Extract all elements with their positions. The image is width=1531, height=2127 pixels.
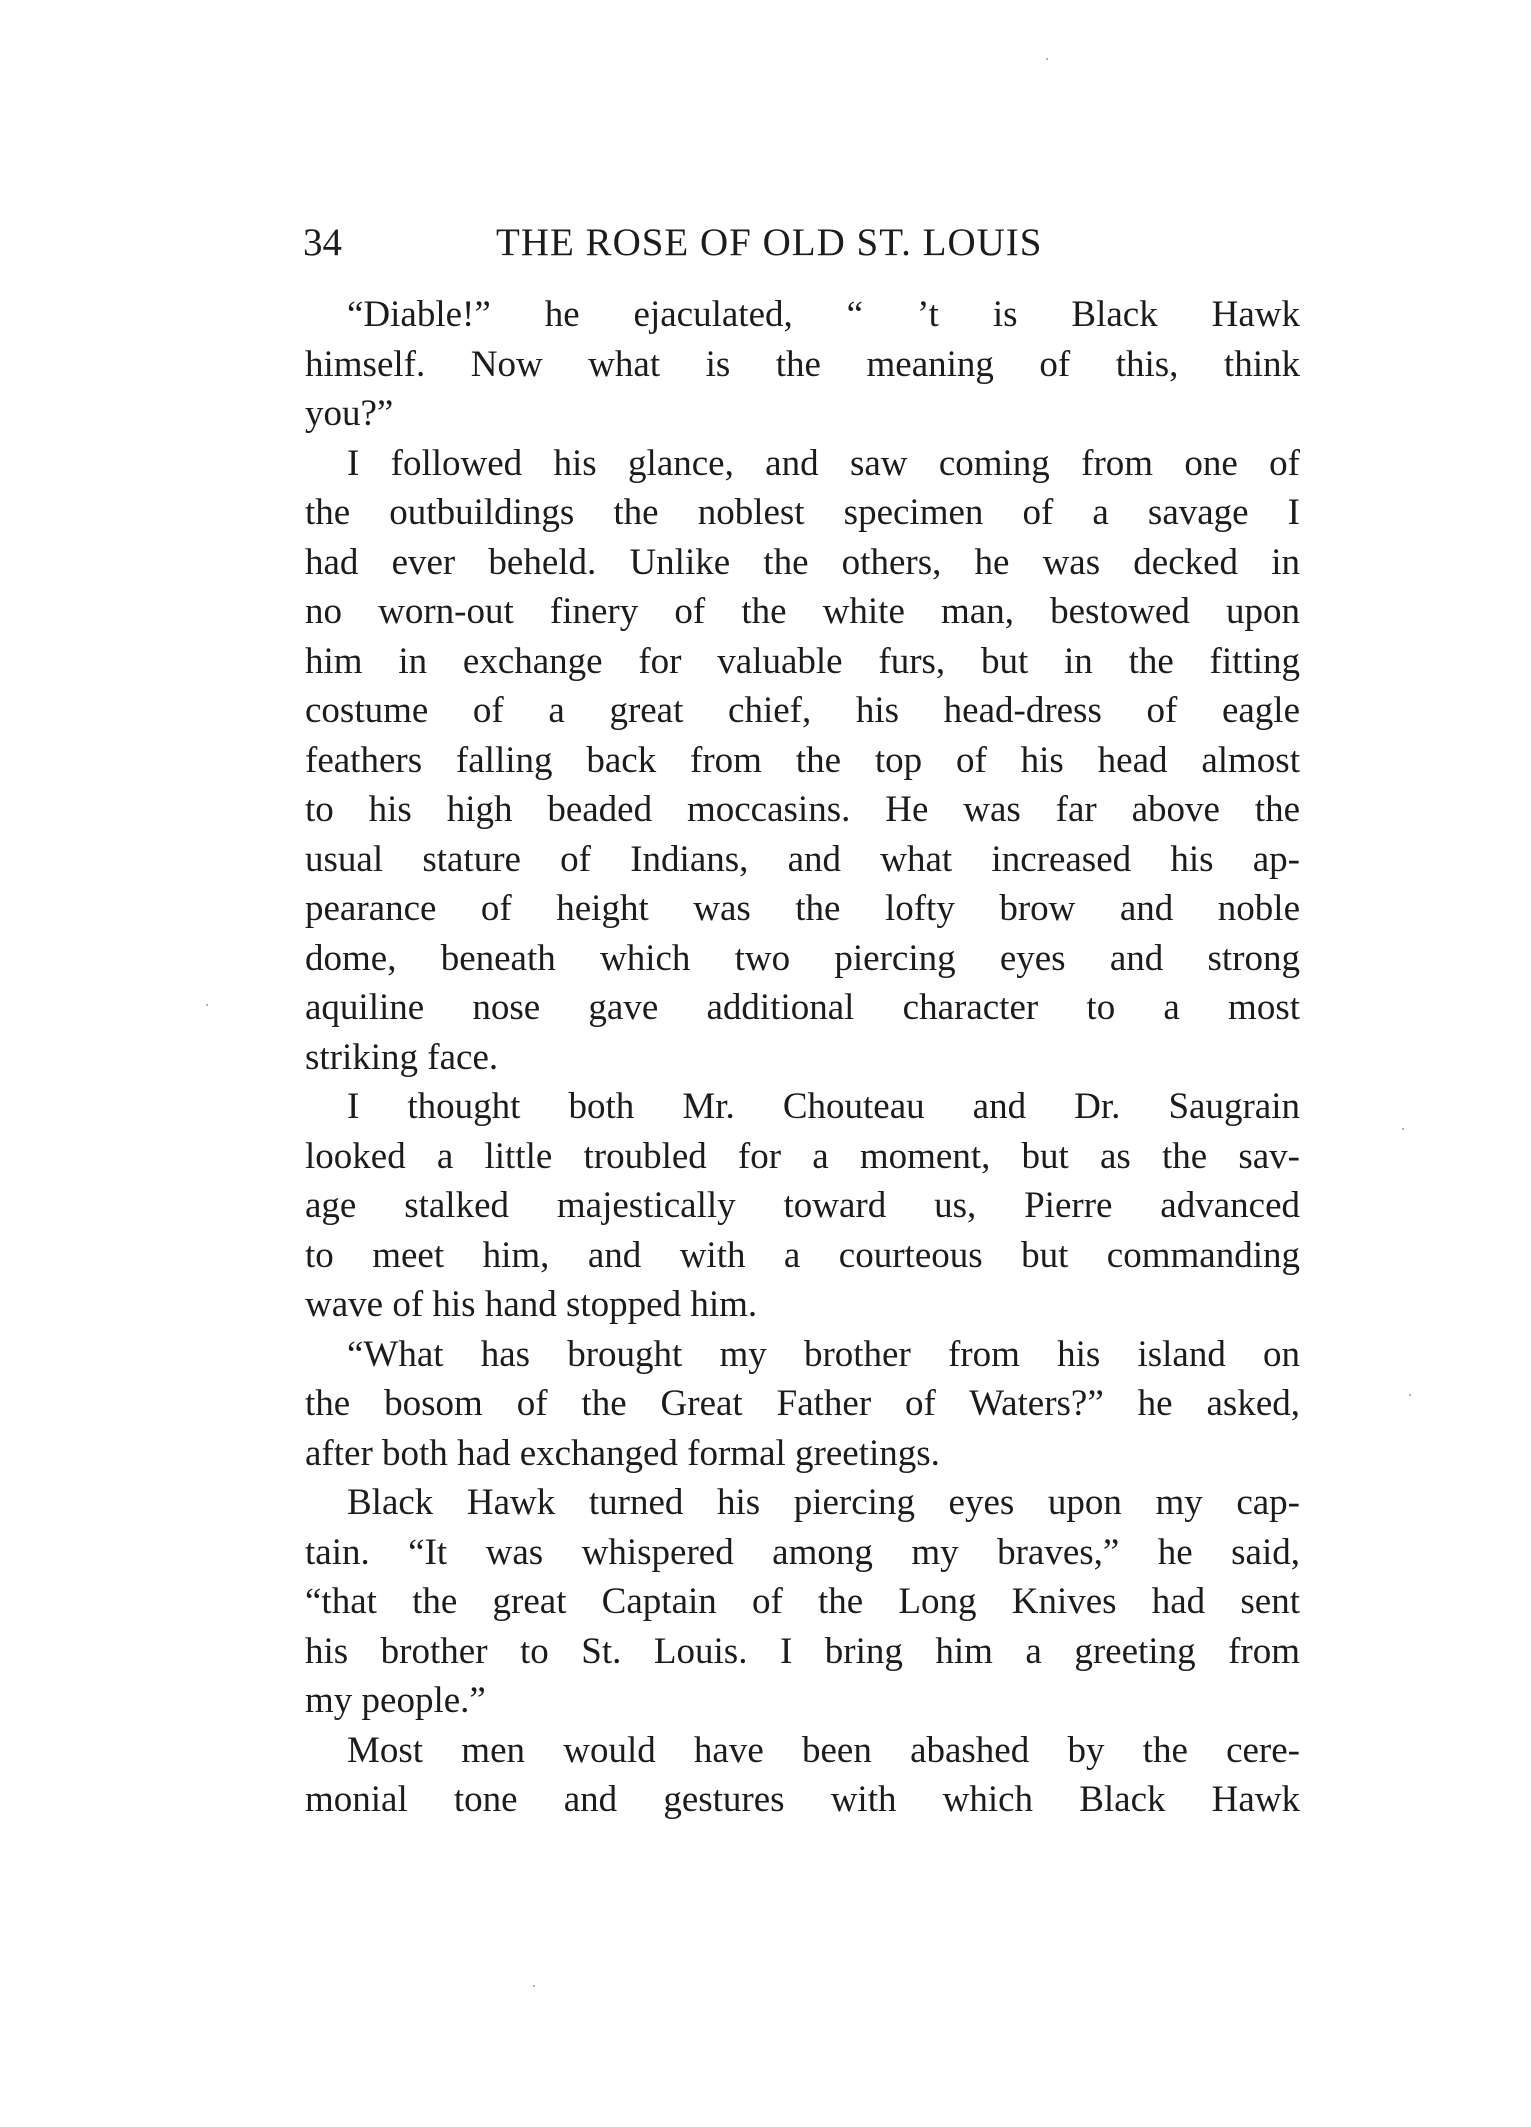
paragraph-3 [305, 1082, 1300, 1330]
running-title: THE ROSE OF OLD ST. LOUIS [496, 221, 1043, 264]
paper-speck [533, 1985, 535, 1987]
text-line: his brother to St. Louis. I bring him a greeting from [305, 1630, 1300, 1672]
text-line: “that the great Captain of the Long Knives had sent [305, 1581, 1300, 1622]
text-line: feathers falling back from the top of his head almost [305, 739, 1300, 781]
text-line: tain. “It was whispered among my braves,” he said, [305, 1531, 1300, 1573]
text-line: pearance of height was the lofty brow and noble [305, 888, 1300, 929]
page-number: 34 [303, 221, 342, 264]
text-line: “What has brought my brother from his island on [347, 1333, 1300, 1375]
paragraph-4 [305, 1330, 1300, 1479]
text-line: the outbuildings the noblest specimen of a savage I [305, 492, 1300, 533]
text-line: him in exchange for valuable furs, but in the fitting [305, 640, 1300, 682]
text-line: I followed his glance, and saw coming from one of [347, 442, 1300, 484]
paragraph-1 [305, 290, 1300, 439]
text-line: to meet him, and with a courteous but commanding [305, 1234, 1300, 1276]
paper-speck [1402, 1128, 1404, 1130]
body-text [305, 290, 1300, 1825]
text-line: costume of a great chief, his head-dress of eagle [305, 690, 1300, 731]
text-line: had ever beheld. Unlike the others, he was decked in [305, 541, 1300, 583]
paper-speck [1046, 58, 1048, 60]
paragraph-5 [305, 1478, 1300, 1726]
text-line: no worn-out finery of the white man, bestowed upon [305, 591, 1300, 632]
text-line: I thought both Mr. Chouteau and Dr. Saugrain [347, 1086, 1300, 1127]
text-line: striking face. [305, 1036, 499, 1078]
text-line: aquiline nose gave additional character to a most [305, 987, 1300, 1028]
text-line: Black Hawk turned his piercing eyes upon my cap- [347, 1482, 1300, 1523]
paragraph-6 [305, 1726, 1300, 1825]
text-line: monial tone and gestures with which Black Hawk [305, 1779, 1300, 1820]
text-line: to his high beaded moccasins. He was far above the [305, 789, 1300, 830]
text-line: usual stature of Indians, and what increased his ap- [305, 838, 1300, 880]
paper-speck [206, 1004, 208, 1006]
paper-speck [1409, 1394, 1411, 1396]
text-line: age stalked majestically toward us, Pierre advanced [305, 1185, 1300, 1226]
paragraph-2 [305, 439, 1300, 1083]
running-header [303, 218, 1298, 268]
text-line: himself. Now what is the meaning of this, think [305, 343, 1300, 385]
text-line: my people.” [305, 1680, 486, 1721]
text-line: the bosom of the Great Father of Waters?” he asked, [305, 1383, 1300, 1424]
text-line: dome, beneath which two piercing eyes and strong [305, 937, 1300, 979]
text-line: “Diable!” he ejaculated, “ ’t is Black Hawk [347, 294, 1300, 335]
text-line: looked a little troubled for a moment, but as the sav- [305, 1135, 1300, 1177]
text-line: you?” [305, 393, 394, 434]
text-line: wave of his hand stopped him. [305, 1284, 758, 1325]
text-line: after both had exchanged formal greetings. [305, 1432, 940, 1474]
text-line: Most men would have been abashed by the cere- [347, 1729, 1300, 1771]
